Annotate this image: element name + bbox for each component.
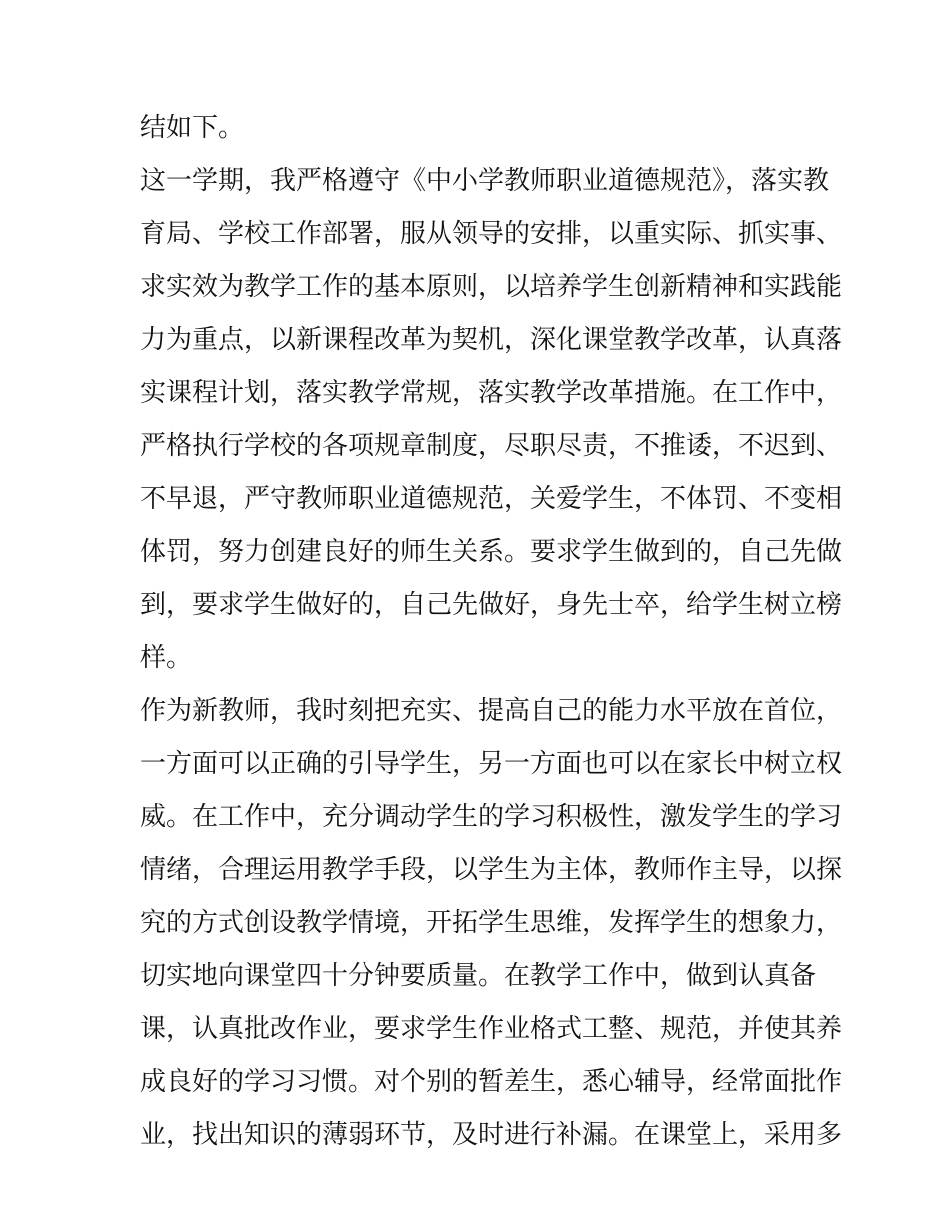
text-line: 实课程计划，落实教学常规，落实教学改革措施。在工作中， <box>140 378 843 408</box>
text-line: 威。在工作中，充分调动学生的学习积极性，激发学生的学习 <box>140 802 843 832</box>
text-line: 情绪，合理运用教学手段，以学生为主体，教师作主导，以探 <box>140 855 843 885</box>
text-line: 结如下。 <box>140 113 245 143</box>
text-line: 作为新教师，我时刻把充实、提高自己的能力水平放在首位， <box>140 696 843 726</box>
text-line: 课，认真批改作业，要求学生作业格式工整、规范，并使其养 <box>140 1014 843 1044</box>
text-line: 力为重点，以新课程改革为契机，深化课堂教学改革，认真落 <box>140 325 843 355</box>
text-line: 业，找出知识的薄弱环节，及时进行补漏。在课堂上，采用多 <box>140 1120 843 1150</box>
text-line: 体罚，努力创建良好的师生关系。要求学生做到的，自己先做 <box>140 537 843 567</box>
text-line: 成良好的学习习惯。对个别的暂差生，悉心辅导，经常面批作 <box>140 1067 843 1097</box>
text-line: 切实地向课堂四十分钟要质量。在教学工作中，做到认真备 <box>140 961 817 991</box>
text-line: 不早退，严守教师职业道德规范，关爱学生，不体罚、不变相 <box>140 484 843 514</box>
text-line: 到，要求学生做好的，自己先做好，身先士卒，给学生树立榜 <box>140 590 843 620</box>
text-line: 求实效为教学工作的基本原则，以培养学生创新精神和实践能 <box>140 272 843 302</box>
text-line: 究的方式创设教学情境，开拓学生思维，发挥学生的想象力， <box>140 908 843 938</box>
text-line: 育局、学校工作部署，服从领导的安排，以重实际、抓实事、 <box>140 219 843 249</box>
text-line: 样。 <box>140 643 193 673</box>
text-line: 一方面可以正确的引导学生，另一方面也可以在家长中树立权 <box>140 749 843 779</box>
text-line: 这一学期，我严格遵守《中小学教师职业道德规范》，落实教 <box>140 166 830 196</box>
text-line: 严格执行学校的各项规章制度，尽职尽责，不推诿，不迟到、 <box>140 431 843 461</box>
